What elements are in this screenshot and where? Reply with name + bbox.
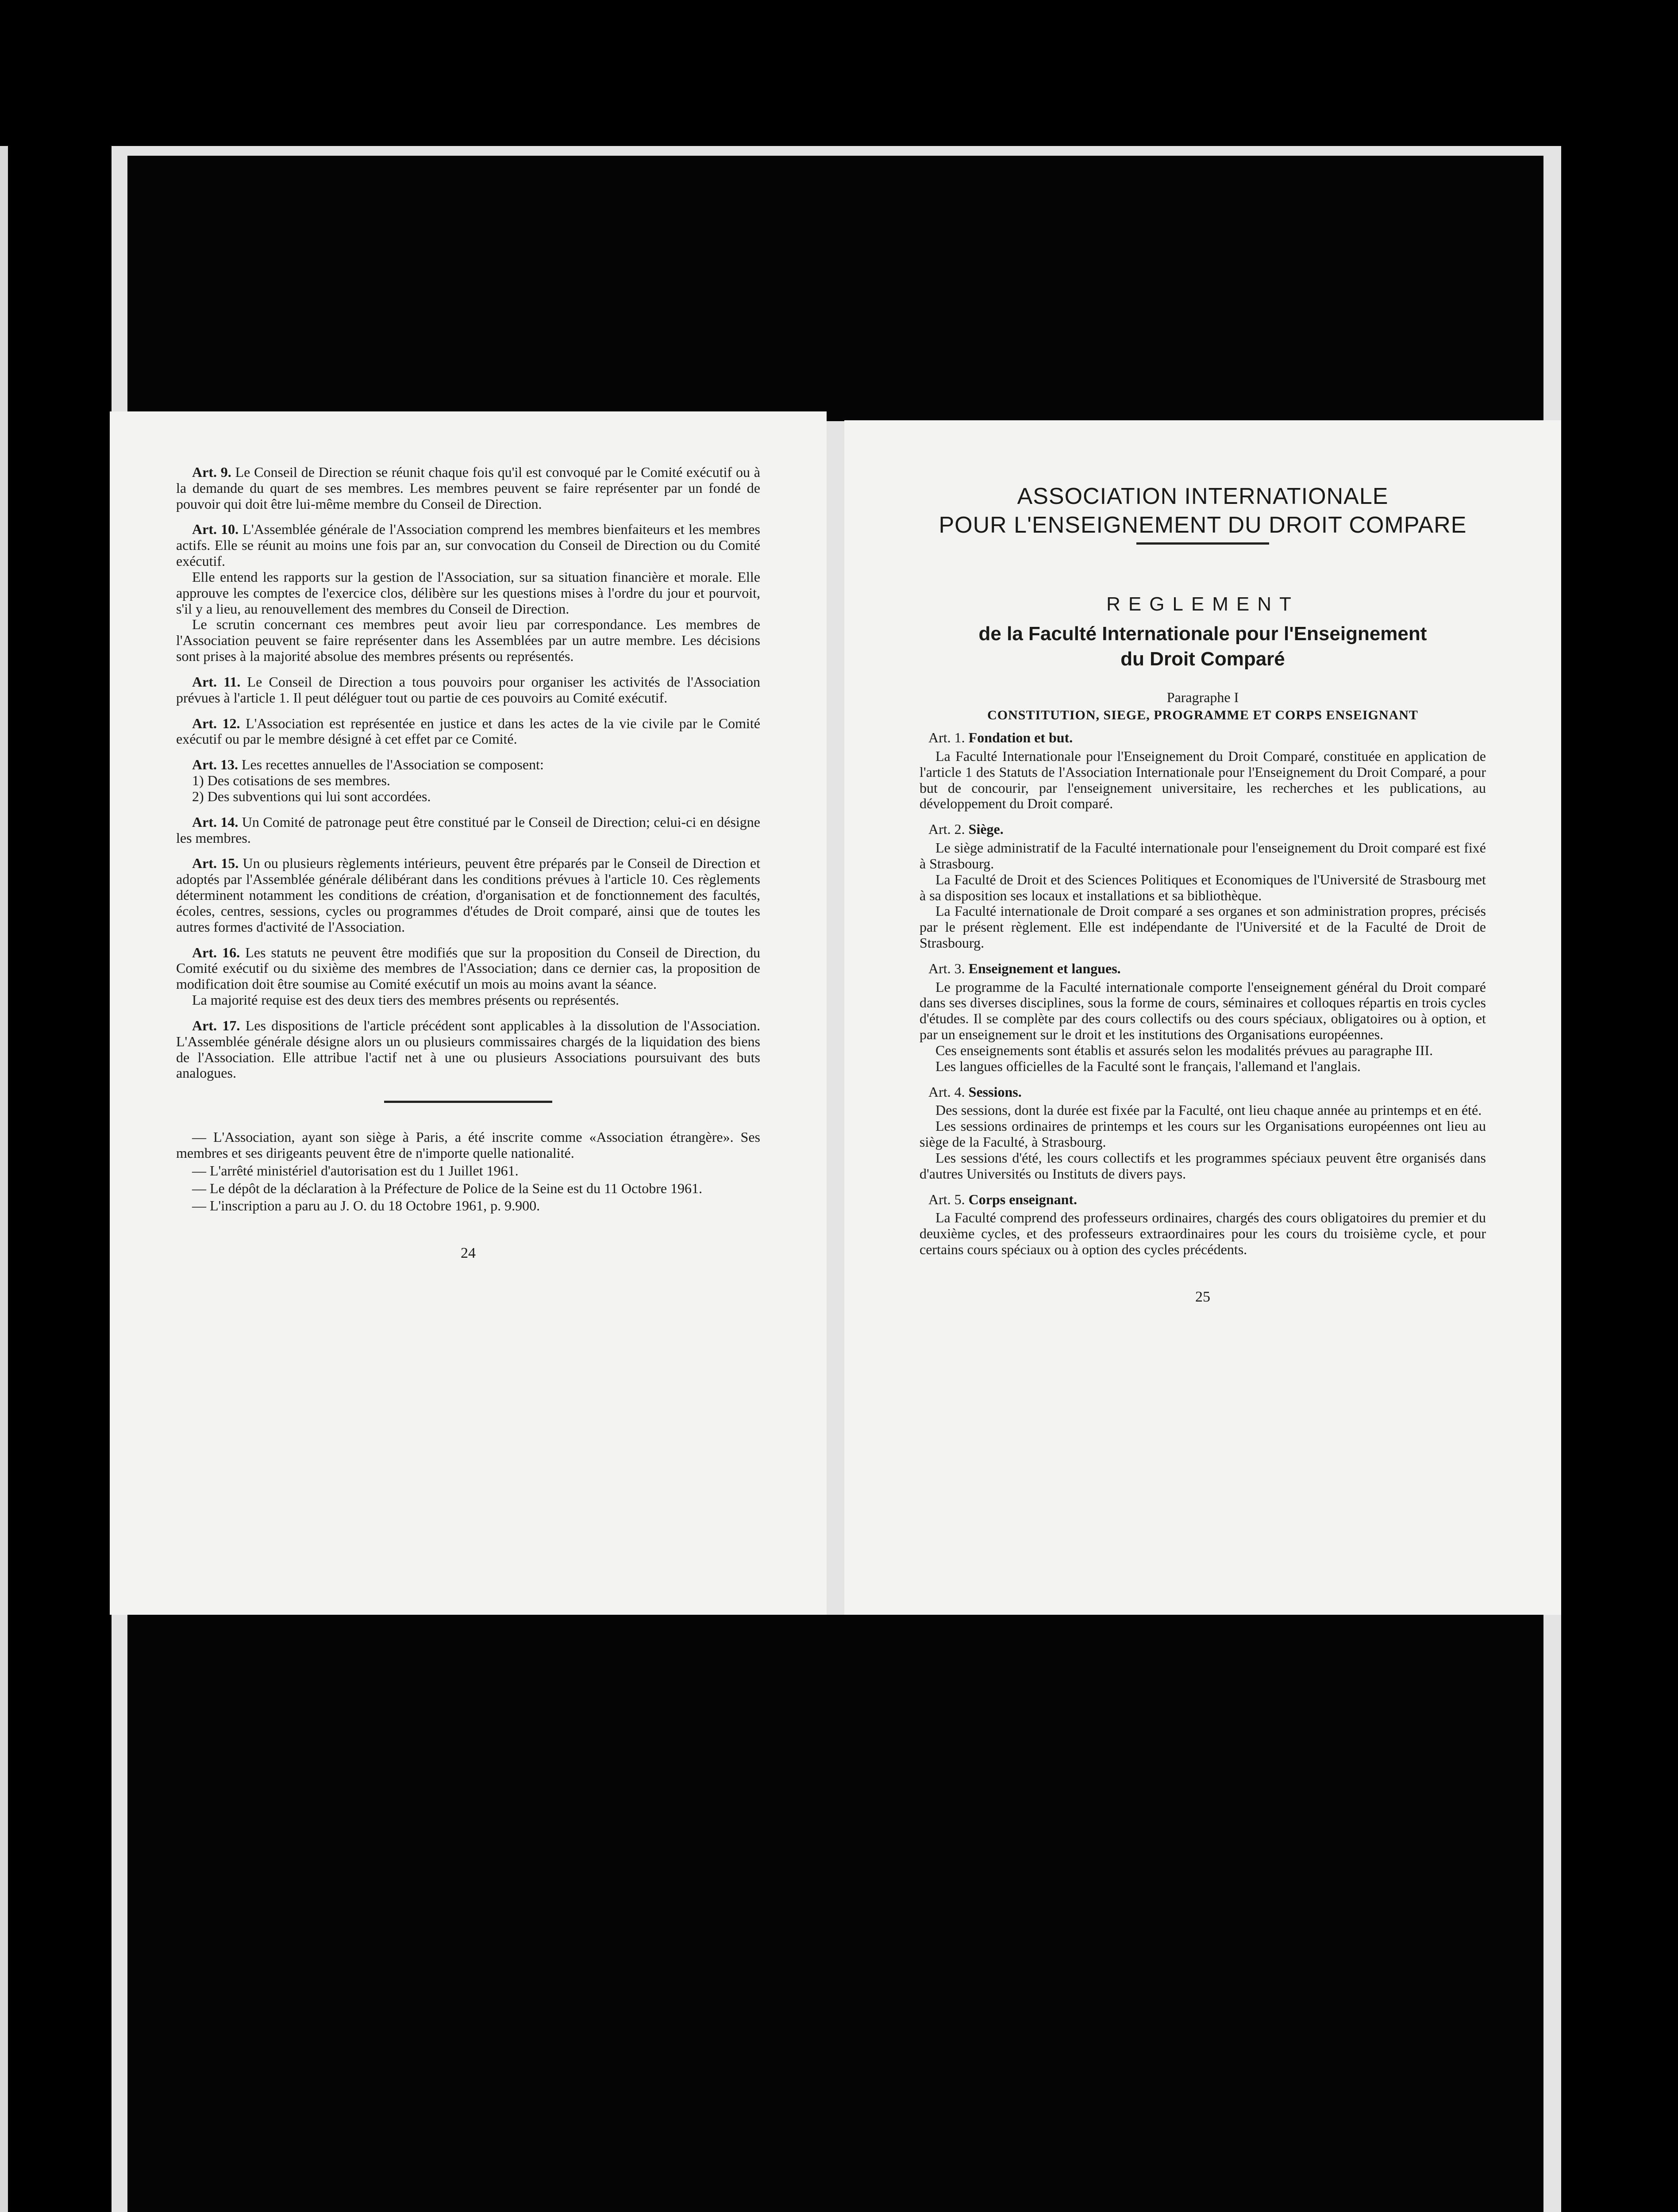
- separator-rule: [384, 1101, 552, 1103]
- article-paragraph: [176, 1018, 760, 1081]
- article: [920, 1192, 1486, 1258]
- article-text: Le scrutin concernant ces membres peut avoir lieu par correspondance. Les membres de l'Association peuvent se faire représenter dans les Assemblées par un autre membre. Les décisions sont prises à la majorité absolue des membres présents ou représentés.: [176, 616, 760, 664]
- left-page: [110, 411, 827, 1615]
- article-number: Art. 1.: [928, 730, 965, 746]
- article-text: Les recettes annuelles de l'Association se composent:: [241, 757, 544, 773]
- faculty-heading-line: de la Faculté Internationale pour l'Enseignement: [978, 623, 1427, 645]
- article-paragraph: [176, 569, 760, 617]
- film-black-bottom: [127, 1615, 1543, 2212]
- article: [176, 716, 760, 748]
- article: [176, 674, 760, 706]
- article-text: Les statuts ne peuvent être modifiés que sur la proposition du Conseil de Direction, du Comité exécutif ou du sixième des membres de l'Association; dans ce dernier cas, la proposition de modification doit être soumise au Comité exécutif un mois au moins avant la séance.: [176, 944, 761, 992]
- article-number: Art. 4.: [928, 1083, 965, 1100]
- article-title: Enseignement et langues.: [968, 960, 1121, 976]
- article-text: 2) Des subventions qui lui sont accordées.: [192, 788, 431, 804]
- association-title-line: POUR L'ENSEIGNEMENT DU DROIT COMPARE: [939, 512, 1467, 538]
- article-paragraph: Le siège administratif de la Faculté internationale pour l'enseignement du Droit comparé est fixé à Strasbourg.: [920, 840, 1486, 872]
- article-heading: [928, 1192, 1486, 1208]
- article-paragraph: Des sessions, dont la durée est fixée par la Faculté, ont lieu chaque année au printemps et en été.: [935, 1102, 1482, 1118]
- article-title: Corps enseignant.: [968, 1191, 1078, 1207]
- article-number: Art. 10.: [192, 521, 239, 538]
- article-number: Art. 5.: [928, 1191, 965, 1207]
- article-paragraph: La Faculté Internationale pour l'Enseignement du Droit Comparé, constituée en application de l'article 1 des Statuts de l'Association Internationale pour l'Enseignement du Droit Comparé, a pour but de concourir, par l'enseignement universitaire, les recherches et les publications, au développement du Droit comparé.: [920, 748, 1486, 812]
- article: [920, 1084, 1486, 1182]
- section-title: CONSTITUTION, SIEGE, PROGRAMME ET CORPS ENSEIGNANT: [987, 708, 1418, 723]
- article: [920, 961, 1486, 1075]
- article-paragraph: [176, 716, 760, 748]
- paragraph-label: Paragraphe I: [1166, 689, 1239, 705]
- left-articles: [176, 465, 760, 1081]
- article-text: Un Comité de patronage peut être constitué par le Conseil de Direction; celui-ci en désigne les membres.: [176, 814, 761, 846]
- article-paragraph: [176, 773, 760, 789]
- article-number: Art. 11.: [192, 673, 241, 690]
- footnote: — L'Association, ayant son siège à Paris, a été inscrite comme «Association étrangère». Ses membres et ses dirigeants peuvent être de n'importe quelle nationalité.: [176, 1129, 760, 1161]
- footnote: — Le dépôt de la déclaration à la Préfecture de Police de la Seine est du 11 Octobre 1961.: [192, 1180, 703, 1196]
- article: [176, 814, 760, 846]
- article: [176, 945, 760, 1008]
- right-page: [844, 420, 1561, 1615]
- article-text: Un ou plusieurs règlements intérieurs, peuvent être préparés par le Conseil de Direction et adoptés par l'Assemblée générale délibérant dans les conditions prévues à l'article 10. Ces règlements déterminent notamment les conditions de création, d'organisation et de fonctionnement des facultés, écoles, centres, sessions, cycles ou programmes d'études de Droit comparé, ainsi que de toutes les autres formes d'activité de l'Association.: [176, 855, 761, 935]
- article: [176, 465, 760, 512]
- page-number: 24: [461, 1245, 476, 1262]
- article-paragraph: [176, 757, 760, 773]
- association-title-line: ASSOCIATION INTERNATIONALE: [1017, 484, 1389, 509]
- article-text: Le Conseil de Direction se réunit chaque fois qu'il est convoqué par le Comité exécutif ou à la demande du quart de ses membres. Les membres peuvent se faire représenter par un fondé de pouvoir qui doit être lui-même membre du Conseil de Direction.: [176, 464, 760, 512]
- article-paragraph: Les sessions ordinaires de printemps et les cours sur les Organisations européennes ont lieu au siège de la Faculté, à Strasbourg.: [920, 1118, 1486, 1150]
- article-paragraph: La Faculté internationale de Droit comparé a ses organes et son administration propres, précisés par le présent règlement. Elle est indépendante de l'Université et de la Faculté de Droit de Strasbourg.: [920, 903, 1486, 951]
- article-number: Art. 3.: [928, 960, 965, 976]
- article-heading: [928, 1084, 1486, 1100]
- faculty-heading: [920, 621, 1486, 672]
- article-paragraph: La Faculté comprend des professeurs ordinaires, chargés des cours obligatoires du premier et du deuxième cycles, et des professeurs extraordinaires pour les cours du troisième cycle, et pour certains cours spéciaux ou à option des cycles précédents.: [920, 1210, 1486, 1258]
- article-text: Elle entend les rapports sur la gestion de l'Association, sur sa situation financière et morale. Elle approuve les comptes de l'exercice clos, délibère sur les questions mises à l'ordre du jour et pourvoit, s'il y a lieu, au renouvellement des membres du Conseil de Direction.: [176, 568, 760, 617]
- article-paragraph: Les sessions d'été, les cours collectifs et les programmes spéciaux peuvent être organisés dans d'autres Universités ou Instituts de divers pays.: [920, 1149, 1486, 1182]
- article-text: 1) Des cotisations de ses membres.: [192, 772, 390, 789]
- article-text: La majorité requise est des deux tiers des membres présents ou représentés.: [192, 992, 620, 1008]
- article-text: Les dispositions de l'article précédent sont applicables à la dissolution de l'Association. L'Assemblée générale désigne alors un ou plusieurs commissaires chargés de la liquidation des biens de l'Association. Elle attribue l'actif net à une ou plusieurs Associations poursuivant des buts analogues.: [176, 1017, 761, 1081]
- article-text: L'Association est représentée en justice et dans les actes de la vie civile par le Comité exécutif ou par le membre désigné à cet effet par ce Comité.: [176, 715, 761, 747]
- article-heading: [928, 822, 1486, 837]
- article: [176, 522, 760, 664]
- article-title: Fondation et but.: [968, 730, 1073, 746]
- article-paragraph: [176, 674, 760, 706]
- article-number: Art. 16.: [192, 944, 240, 960]
- article: [176, 757, 760, 804]
- article-paragraph: [176, 617, 760, 664]
- article-number: Art. 17.: [192, 1017, 240, 1033]
- article-title: Sessions.: [968, 1083, 1022, 1100]
- article-paragraph: [176, 814, 760, 846]
- article-text: L'Assemblée générale de l'Association comprend les membres bienfaiteurs et les membres actifs. Elle se réunit au moins une fois par an, sur convocation du Conseil de Direction ou du Comité exécutif.: [176, 521, 761, 569]
- footnote: — L'arrêté ministériel d'autorisation est du 1 Juillet 1961.: [192, 1162, 519, 1179]
- article-title: Siège.: [968, 821, 1004, 837]
- article-number: Art. 2.: [928, 821, 965, 837]
- article-text: Le Conseil de Direction a tous pouvoirs pour organiser les activités de l'Association prévues à l'article 1. Il peut déléguer tout ou partie de ces pouvoirs au Comité exécutif.: [176, 673, 760, 706]
- faculty-heading-line: du Droit Comparé: [1120, 648, 1285, 670]
- article-paragraph: Ces enseignements sont établis et assurés selon les modalités prévues au paragraphe III.: [935, 1042, 1433, 1058]
- article-number: Art. 14.: [192, 814, 239, 830]
- article-paragraph: [176, 856, 760, 935]
- footnotes: [176, 1129, 760, 1214]
- film-edge: [0, 146, 8, 2212]
- film-black-top: [127, 156, 1543, 421]
- article-paragraph: [176, 789, 760, 805]
- footnote: — L'inscription a paru au J. O. du 18 Octobre 1961, p. 9.900.: [192, 1198, 540, 1214]
- article-paragraph: La Faculté de Droit et des Sciences Politiques et Economiques de l'Université de Strasbourg met à sa disposition ses locaux et installations et sa bibliothèque.: [920, 871, 1486, 903]
- article-paragraph: Les langues officielles de la Faculté sont le français, l'allemand et l'anglais.: [935, 1058, 1361, 1074]
- article-paragraph: [176, 945, 760, 992]
- article-number: Art. 15.: [192, 855, 239, 872]
- right-articles: [920, 730, 1486, 1258]
- article-paragraph: Le programme de la Faculté internationale comporte l'enseignement général du Droit comparé dans ses diverses disciplines, sous la forme de cours, séminaires et colloques répartis en trois cycles d'études. Il se complète par des cours collectifs ou des cours spéciaux, obligatoires ou à option, et par un enseignement sur le droit et les institutions des Organisations européennes.: [920, 979, 1486, 1043]
- article: [176, 856, 760, 935]
- article-number: Art. 12.: [192, 715, 240, 731]
- article-paragraph: [176, 522, 760, 569]
- article-number: Art. 13.: [192, 757, 238, 773]
- reglement-heading: REGLEMENT: [1106, 593, 1299, 615]
- title-rule: [1136, 542, 1269, 545]
- page-number: 25: [1195, 1288, 1210, 1305]
- article-paragraph: [176, 465, 760, 512]
- article: [920, 730, 1486, 812]
- article: [176, 1018, 760, 1081]
- article: [920, 822, 1486, 951]
- article-heading: [928, 730, 1486, 746]
- article-paragraph: [176, 992, 760, 1008]
- association-title: [920, 482, 1486, 540]
- article-heading: [928, 961, 1486, 977]
- article-number: Art. 9.: [192, 464, 231, 480]
